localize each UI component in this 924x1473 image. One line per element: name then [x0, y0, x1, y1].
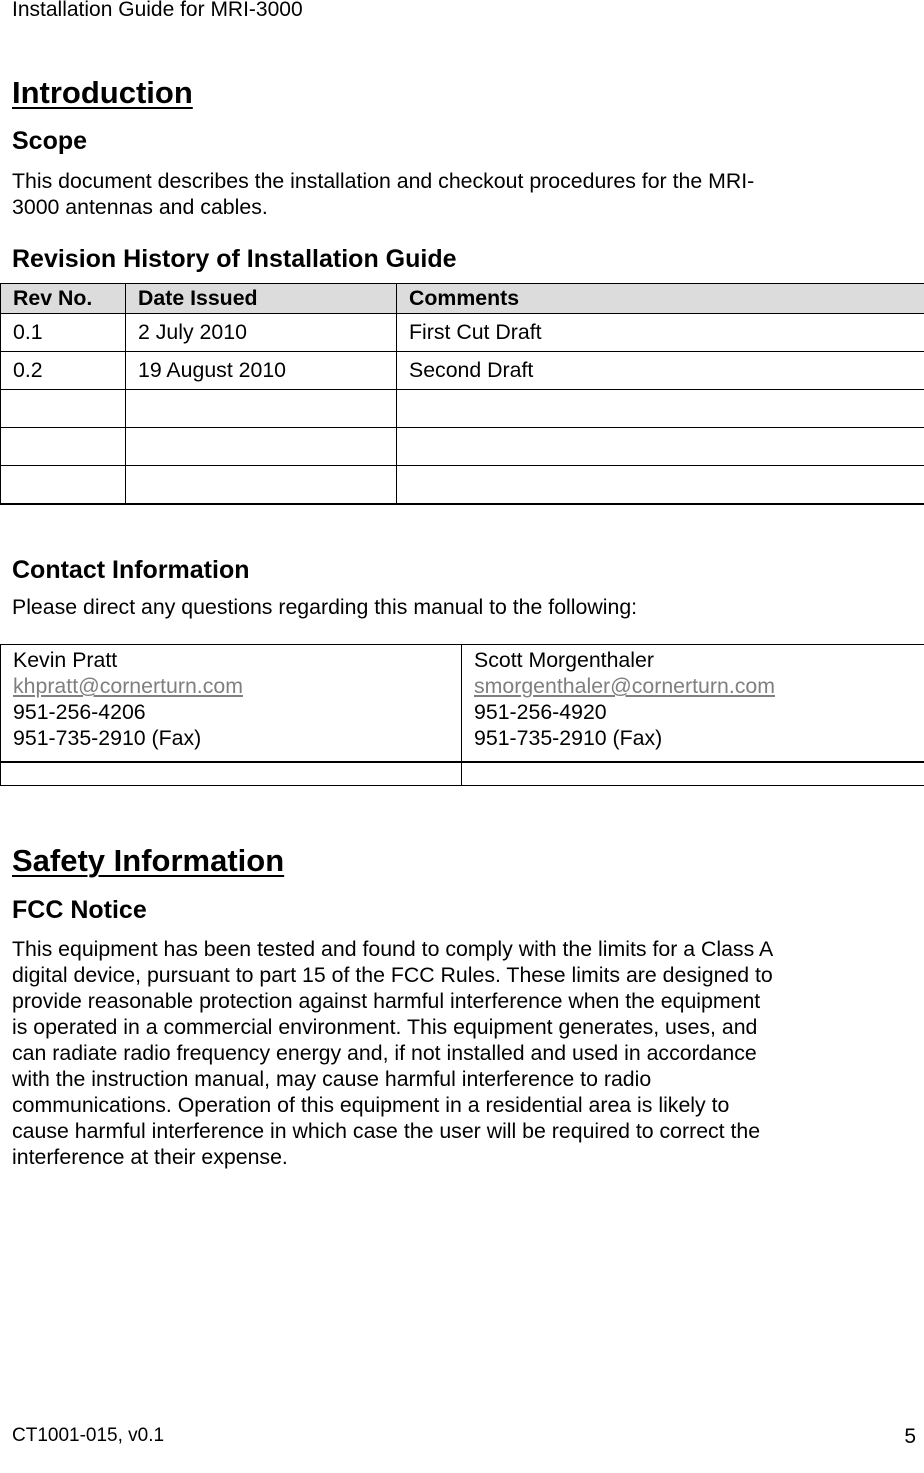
contact-empty-row	[1, 762, 924, 786]
scope-line: This document describes the installation and checkout procedures for the MRI-	[12, 169, 755, 193]
date-issued-cell	[126, 466, 397, 505]
contact-phone: 951-256-4206	[13, 700, 146, 724]
rev-no-cell	[1, 466, 126, 505]
fcc-notice-paragraph	[12, 936, 917, 1170]
table-row	[1, 390, 924, 428]
fcc-line: This equipment has been tested and found to comply with the limits for a Class A	[12, 937, 774, 961]
fcc-line: with the instruction manual, may cause harmful interference to radio	[12, 1067, 652, 1091]
comments-cell	[397, 428, 924, 466]
contact-row	[1, 645, 924, 763]
revision-history-heading: Revision History of Installation Guide	[12, 245, 457, 273]
contact-email-link[interactable]: khpratt@cornerturn.com	[13, 674, 243, 698]
scope-heading: Scope	[12, 127, 88, 155]
rev-no-cell	[1, 390, 126, 428]
table-row	[1, 314, 924, 352]
column-header-rev-no: Rev No.	[1, 284, 126, 314]
contact-table	[0, 644, 924, 786]
scope-line: 3000 antennas and cables.	[12, 195, 268, 219]
revision-history-table	[0, 283, 924, 505]
contact-card	[1, 645, 462, 763]
fcc-line: communications. Operation of this equipment in a residential area is likely to	[12, 1093, 730, 1117]
empty-cell	[462, 762, 924, 786]
comments-cell	[397, 466, 924, 505]
date-issued-cell	[126, 428, 397, 466]
comments-cell: Second Draft	[397, 352, 924, 390]
table-row	[1, 428, 924, 466]
page-header-title: Installation Guide for MRI-3000	[12, 0, 303, 21]
table-row	[1, 466, 924, 505]
column-header-date-issued: Date Issued	[126, 284, 397, 314]
fcc-line: can radiate radio frequency energy and, if not installed and used in accordance	[12, 1041, 757, 1065]
date-issued-cell	[126, 390, 397, 428]
fcc-line: digital device, pursuant to part 15 of the FCC Rules. These limits are designed to	[12, 963, 773, 987]
fcc-line: is operated in a commercial environment. This equipment generates, uses, and	[12, 1015, 758, 1039]
fcc-line: interference at their expense.	[12, 1145, 288, 1169]
scope-paragraph	[12, 168, 917, 220]
contact-fax: 951-735-2910 (Fax)	[474, 726, 663, 750]
rev-no-cell: 0.2	[1, 352, 126, 390]
contact-fax: 951-735-2910 (Fax)	[13, 726, 202, 750]
safety-information-heading: Safety Information	[12, 843, 285, 878]
page-number: 5	[904, 1425, 916, 1448]
contact-email-link[interactable]: smorgenthaler@cornerturn.com	[474, 674, 775, 698]
rev-no-cell: 0.1	[1, 314, 126, 352]
contact-phone: 951-256-4920	[474, 700, 607, 724]
rev-no-cell	[1, 428, 126, 466]
introduction-heading: Introduction	[12, 75, 193, 110]
table-row	[1, 352, 924, 390]
date-issued-cell: 2 July 2010	[126, 314, 397, 352]
column-header-comments: Comments	[397, 284, 924, 314]
contact-intro: Please direct any questions regarding this manual to the following:	[12, 595, 638, 619]
contact-name: Kevin Pratt	[13, 648, 118, 672]
comments-cell: First Cut Draft	[397, 314, 924, 352]
fcc-line: provide reasonable protection against harmful interference when the equipment	[12, 989, 761, 1013]
table-header-row	[1, 284, 924, 314]
comments-cell	[397, 390, 924, 428]
date-issued-cell: 19 August 2010	[126, 352, 397, 390]
empty-cell	[1, 762, 462, 786]
footer-document-id: CT1001-015, v0.1	[12, 1425, 165, 1446]
fcc-line: cause harmful interference in which case the user will be required to correct the	[12, 1119, 761, 1143]
fcc-notice-heading: FCC Notice	[12, 896, 147, 924]
contact-name: Scott Morgenthaler	[474, 648, 654, 672]
contact-information-heading: Contact Information	[12, 556, 250, 584]
contact-card	[462, 645, 924, 763]
